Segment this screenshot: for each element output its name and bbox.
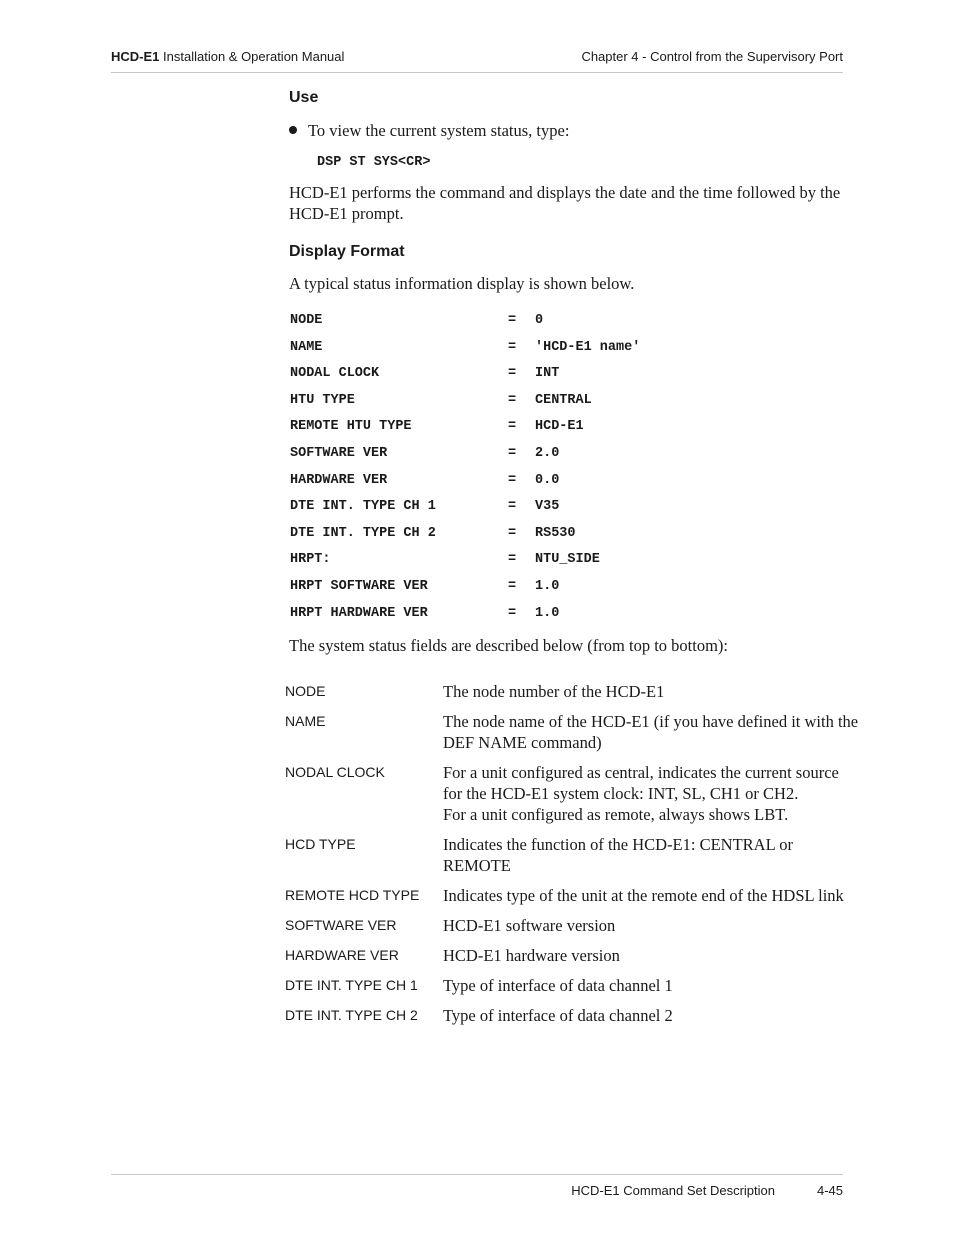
- use-bullet: [289, 120, 849, 141]
- bullet-dot-icon: [289, 126, 297, 134]
- status-value: 2.0: [535, 445, 560, 461]
- field-name: NODE: [285, 683, 326, 699]
- field-description-line: The node number of the HCD-E1: [443, 682, 665, 701]
- status-equals: =: [508, 552, 517, 568]
- status-key: REMOTE HTU TYPE: [290, 419, 412, 435]
- field-name: NAME: [285, 713, 326, 729]
- field-row: [285, 885, 860, 906]
- status-equals: =: [508, 472, 517, 488]
- display-format-heading: Display Format: [289, 243, 405, 260]
- status-value: INT: [535, 366, 560, 382]
- chapter-title: Chapter 4 - Control from the Supervisory Port: [581, 49, 843, 64]
- status-value: 0: [535, 313, 544, 328]
- field-row: [285, 681, 860, 702]
- page-header: [111, 48, 843, 73]
- field-description: [443, 975, 860, 996]
- fields-table: [285, 681, 860, 1035]
- fields-intro: The system status fields are described below (from top to bottom):: [289, 636, 728, 655]
- status-key: HRPT:: [290, 552, 331, 568]
- status-equals: =: [508, 605, 517, 621]
- status-value: 0.0: [535, 472, 560, 488]
- field-description: [443, 885, 860, 906]
- field-description-line: The node name of the HCD-E1 (if you have defined it with the DEF NAME command): [443, 712, 859, 752]
- status-value: HCD-E1: [535, 419, 584, 435]
- status-key: DTE INT. TYPE CH 1: [290, 499, 436, 515]
- field-row: [285, 1005, 860, 1026]
- field-name: REMOTE HCD TYPE: [285, 887, 420, 903]
- status-equals: =: [508, 392, 517, 408]
- use-heading: Use: [289, 89, 319, 106]
- field-row: [285, 975, 860, 996]
- field-description: [443, 834, 860, 876]
- status-equals: =: [508, 445, 517, 461]
- use-bullet-text: To view the current system status, type:: [308, 121, 570, 140]
- status-equals: =: [508, 578, 517, 594]
- status-equals: =: [508, 525, 517, 541]
- status-value: 1.0: [535, 578, 560, 594]
- status-key: NODAL CLOCK: [290, 366, 380, 382]
- status-key: NODE: [290, 313, 323, 328]
- field-description-line: Type of interface of data channel 1: [443, 976, 673, 995]
- manual-title-rest: Installation & Operation Manual: [159, 49, 345, 64]
- manual-title-bold: HCD-E1: [111, 49, 160, 64]
- field-description: [443, 681, 860, 702]
- field-description-line: Indicates type of the unit at the remote end of the HDSL link: [443, 886, 844, 905]
- field-name: SOFTWARE VER: [285, 917, 397, 933]
- status-key: HRPT HARDWARE VER: [290, 605, 428, 621]
- field-description-line: For a unit configured as central, indicates the current source for the HCD-E1 system clock: INT, SL, CH1 or CH2.: [443, 763, 839, 803]
- status-value: RS530: [535, 525, 576, 541]
- manual-title: [111, 49, 344, 64]
- field-row: [285, 945, 860, 966]
- field-row: [285, 711, 860, 753]
- footer-section: HCD-E1 Command Set Description: [571, 1183, 775, 1198]
- field-description-line: For a unit configured as remote, always shows LBT.: [443, 805, 789, 824]
- field-description: [443, 945, 860, 966]
- command-text: DSP ST SYS<CR>: [317, 155, 431, 170]
- status-equals: =: [508, 313, 517, 328]
- field-description: [443, 915, 860, 936]
- status-equals: =: [508, 339, 517, 355]
- field-description: [443, 711, 860, 753]
- field-name: NODAL CLOCK: [285, 764, 385, 780]
- status-value: 1.0: [535, 605, 560, 621]
- page-footer: [111, 1174, 843, 1198]
- status-equals: =: [508, 366, 517, 382]
- field-row: [285, 915, 860, 936]
- use-result-text: HCD-E1 performs the command and displays the date and the time followed by the HCD-E1 prompt.: [289, 183, 841, 223]
- field-description-line: HCD-E1 software version: [443, 916, 616, 935]
- status-equals: =: [508, 419, 517, 435]
- field-description: [443, 762, 860, 825]
- field-row: [285, 834, 860, 876]
- status-value: NTU_SIDE: [535, 552, 600, 568]
- status-key: SOFTWARE VER: [290, 445, 388, 461]
- field-description-line: Type of interface of data channel 2: [443, 1006, 673, 1025]
- status-key: NAME: [290, 339, 323, 355]
- status-key: DTE INT. TYPE CH 2: [290, 525, 436, 541]
- field-name: HCD TYPE: [285, 836, 356, 852]
- field-name: DTE INT. TYPE CH 1: [285, 977, 418, 993]
- field-row: [285, 762, 860, 825]
- field-name: DTE INT. TYPE CH 2: [285, 1007, 418, 1023]
- status-key: HTU TYPE: [290, 392, 355, 408]
- field-description-line: HCD-E1 hardware version: [443, 946, 620, 965]
- page-number: 4-45: [816, 1183, 843, 1198]
- status-value: CENTRAL: [535, 392, 592, 408]
- status-key: HRPT SOFTWARE VER: [290, 578, 428, 594]
- field-description-line: Indicates the function of the HCD-E1: CENTRAL or REMOTE: [443, 835, 793, 875]
- status-equals: =: [508, 499, 517, 515]
- field-name: HARDWARE VER: [285, 947, 399, 963]
- status-value: V35: [535, 499, 560, 515]
- display-format-intro: A typical status information display is shown below.: [289, 274, 635, 293]
- status-value: 'HCD-E1 name': [535, 339, 641, 355]
- field-description: [443, 1005, 860, 1026]
- status-key: HARDWARE VER: [290, 472, 388, 488]
